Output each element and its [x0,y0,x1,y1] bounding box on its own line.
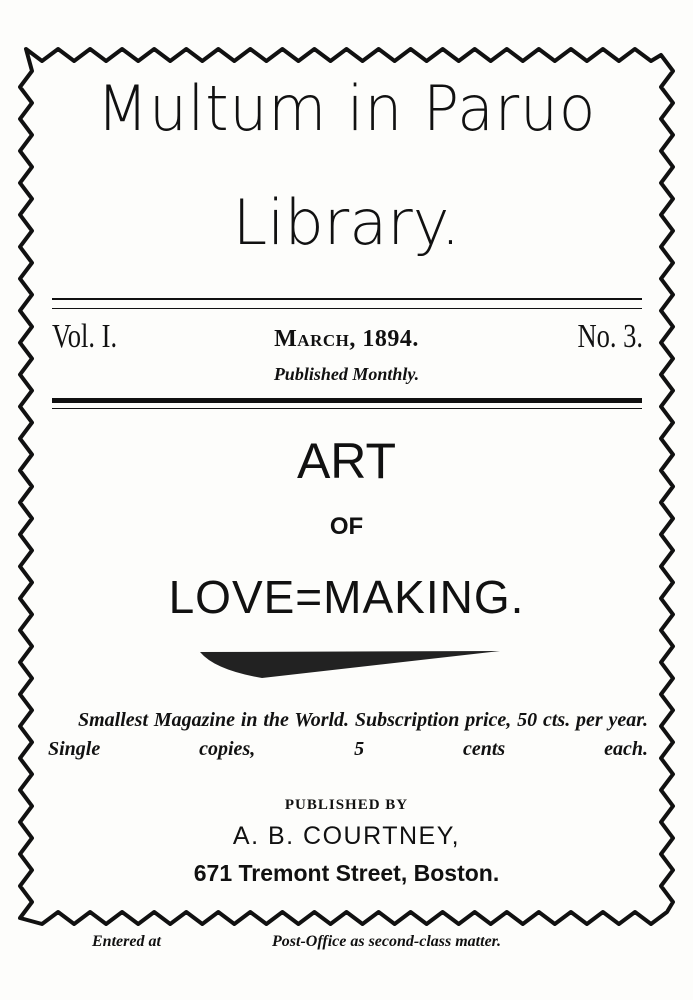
issue-date: March, 1894. [274,326,419,352]
issue-title-line-2: OF [329,513,364,540]
issue-number: No. 3. [577,318,643,355]
publication-frequency: Published Monthly. [273,364,420,384]
volume-label: Vol. I. [52,318,118,355]
magazine-description: Smallest Magazine in the World. Subscription price, 50 cts. per year. Single copies, 5 cents each. [48,709,648,760]
issue-title-line-3: LOVE=MAKING. [168,571,525,623]
title-flourish [200,651,500,678]
divider-rule [52,408,642,409]
masthead-title: Multum in Paruo [96,72,597,145]
divider-rule [52,398,642,403]
divider-rule [52,308,642,309]
postal-entry-text-1: Entered at [92,933,161,950]
publisher-label: PUBLISHED BY [284,797,409,813]
masthead-subtitle: Library. [232,186,461,259]
postal-entry-text-2: Post-Office as second-class matter. [272,933,502,950]
publisher-name: A. B. COURTNEY, [232,822,461,850]
divider-rule [52,298,642,300]
publisher-address: 671 Tremont Street, Boston. [193,860,500,886]
issue-title-line-1: ART [296,433,397,489]
